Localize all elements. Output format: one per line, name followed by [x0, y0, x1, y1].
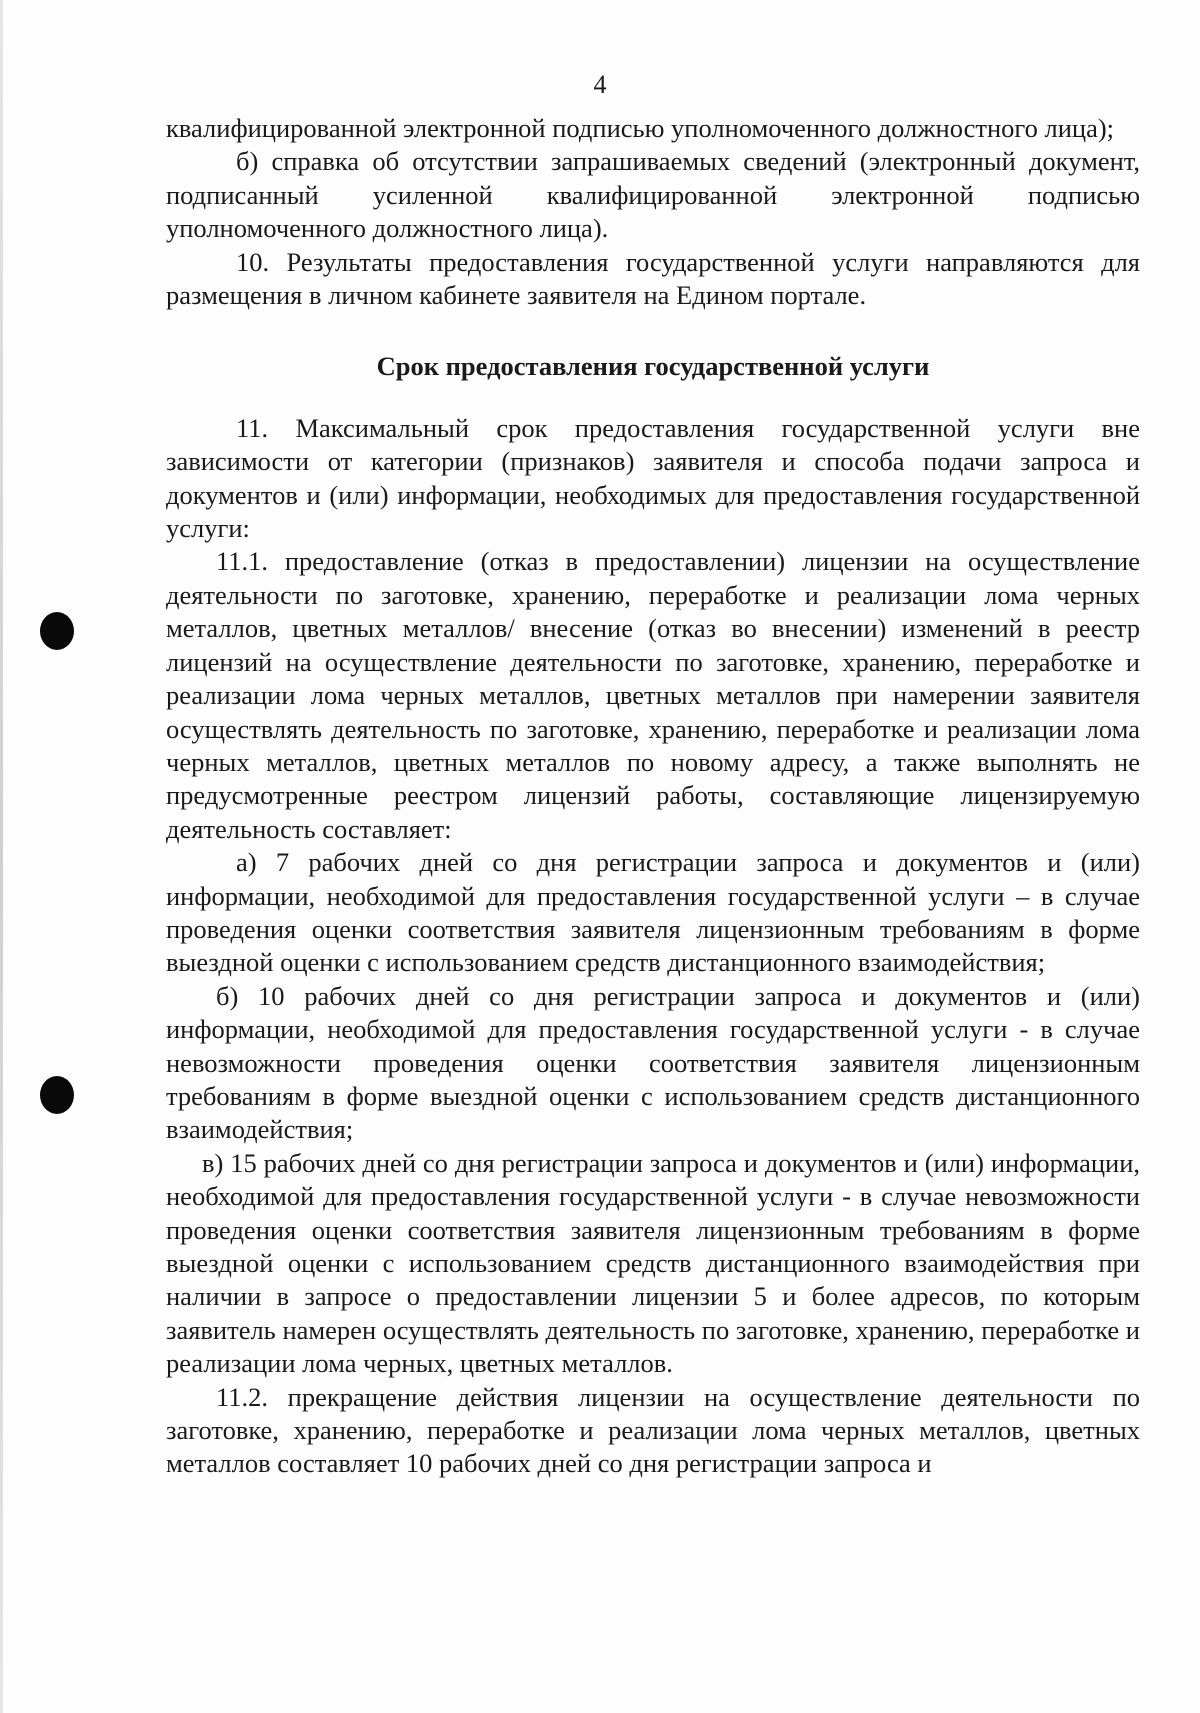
paragraph-11-1-a: а) 7 рабочих дней со дня регистрации запроса и документов и (или) информации, необходимой для предоставления государственной услуги – в случае проведения оценки соответствия заявителя лицензионным требованиям в форме выездной оценки с использованием средств дистанционного взаимодействия;: [166, 847, 1140, 978]
punch-hole-mark: [40, 1076, 74, 1114]
section-heading: Срок предоставления государственной услуги: [376, 351, 930, 382]
punch-hole-mark: [40, 612, 74, 650]
paragraph-11-2: 11.2. прекращение действия лицензии на осуществление деятельности по заготовке, хранению, переработке и реализации лома черных металлов, цветных металлов составляет 10 рабочих дней со дня регистрации запроса и: [166, 1381, 1140, 1479]
page-left-edge: [0, 0, 3, 1713]
paragraph-10: 10. Результаты предоставления государственной услуги направляются для размещения в личном кабинете заявителя на Едином портале.: [166, 246, 1140, 311]
paragraph-11-1: 11.1. предоставление (отказ в предоставлении) лицензии на осуществление деятельности по заготовке, хранению, переработке и реализации лома черных металлов, цветных металлов/ внесение (отказ во внесении) изменений в реестр лицензий на осуществление деятельности по заготовке, хранению, переработке и реализации лома черных металлов, цветных металлов при намерении заявителя осуществлять деятельность по заготовке, хранению, переработке и реализации лома черных металлов, цветных металлов по новому адресу, а также выполнять не предусмотренные реестром лицензий работы, составляющие лицензируемую деятельность составляет:: [166, 546, 1140, 844]
paragraph-continuation: квалифицированной электронной подписью уполномоченного должностного лица);: [166, 113, 1115, 143]
paragraph-11-1-b: б) 10 рабочих дней со дня регистрации запроса и документов и (или) информации, необходимой для предоставления государственной услуги - в случае невозможности проведения оценки соответствия заявителя лицензионным требованиям в форме выездной оценки с использованием средств дистанционного взаимодействия;: [166, 980, 1140, 1145]
document-body: [166, 112, 1140, 1481]
paragraph-11-1-v: в) 15 рабочих дней со дня регистрации запроса и документов и (или) информации, необходимой для предоставления государственной услуги - в случае невозможности проведения оценки соответствия заявителя лицензионным требованиям в форме выездной оценки с использованием средств дистанционного взаимодействия при наличии в запросе о предоставлении лицензии 5 и более адресов, по которым заявитель намерен осуществлять деятельность по заготовке, хранению, переработке и реализации лома черных, цветных металлов.: [166, 1147, 1140, 1379]
paragraph-11: 11. Максимальный срок предоставления государственной услуги вне зависимости от категории (признаков) заявителя и способа подачи запроса и документов и (или) информации, необходимых для предоставления государственной услуги:: [166, 412, 1140, 544]
page-number: 4: [593, 70, 607, 99]
paragraph-9b: б) справка об отсутствии запрашиваемых сведений (электронный документ, подписанный усиленной квалифицированной электронной подписью уполномоченного должностного лица).: [166, 146, 1140, 244]
